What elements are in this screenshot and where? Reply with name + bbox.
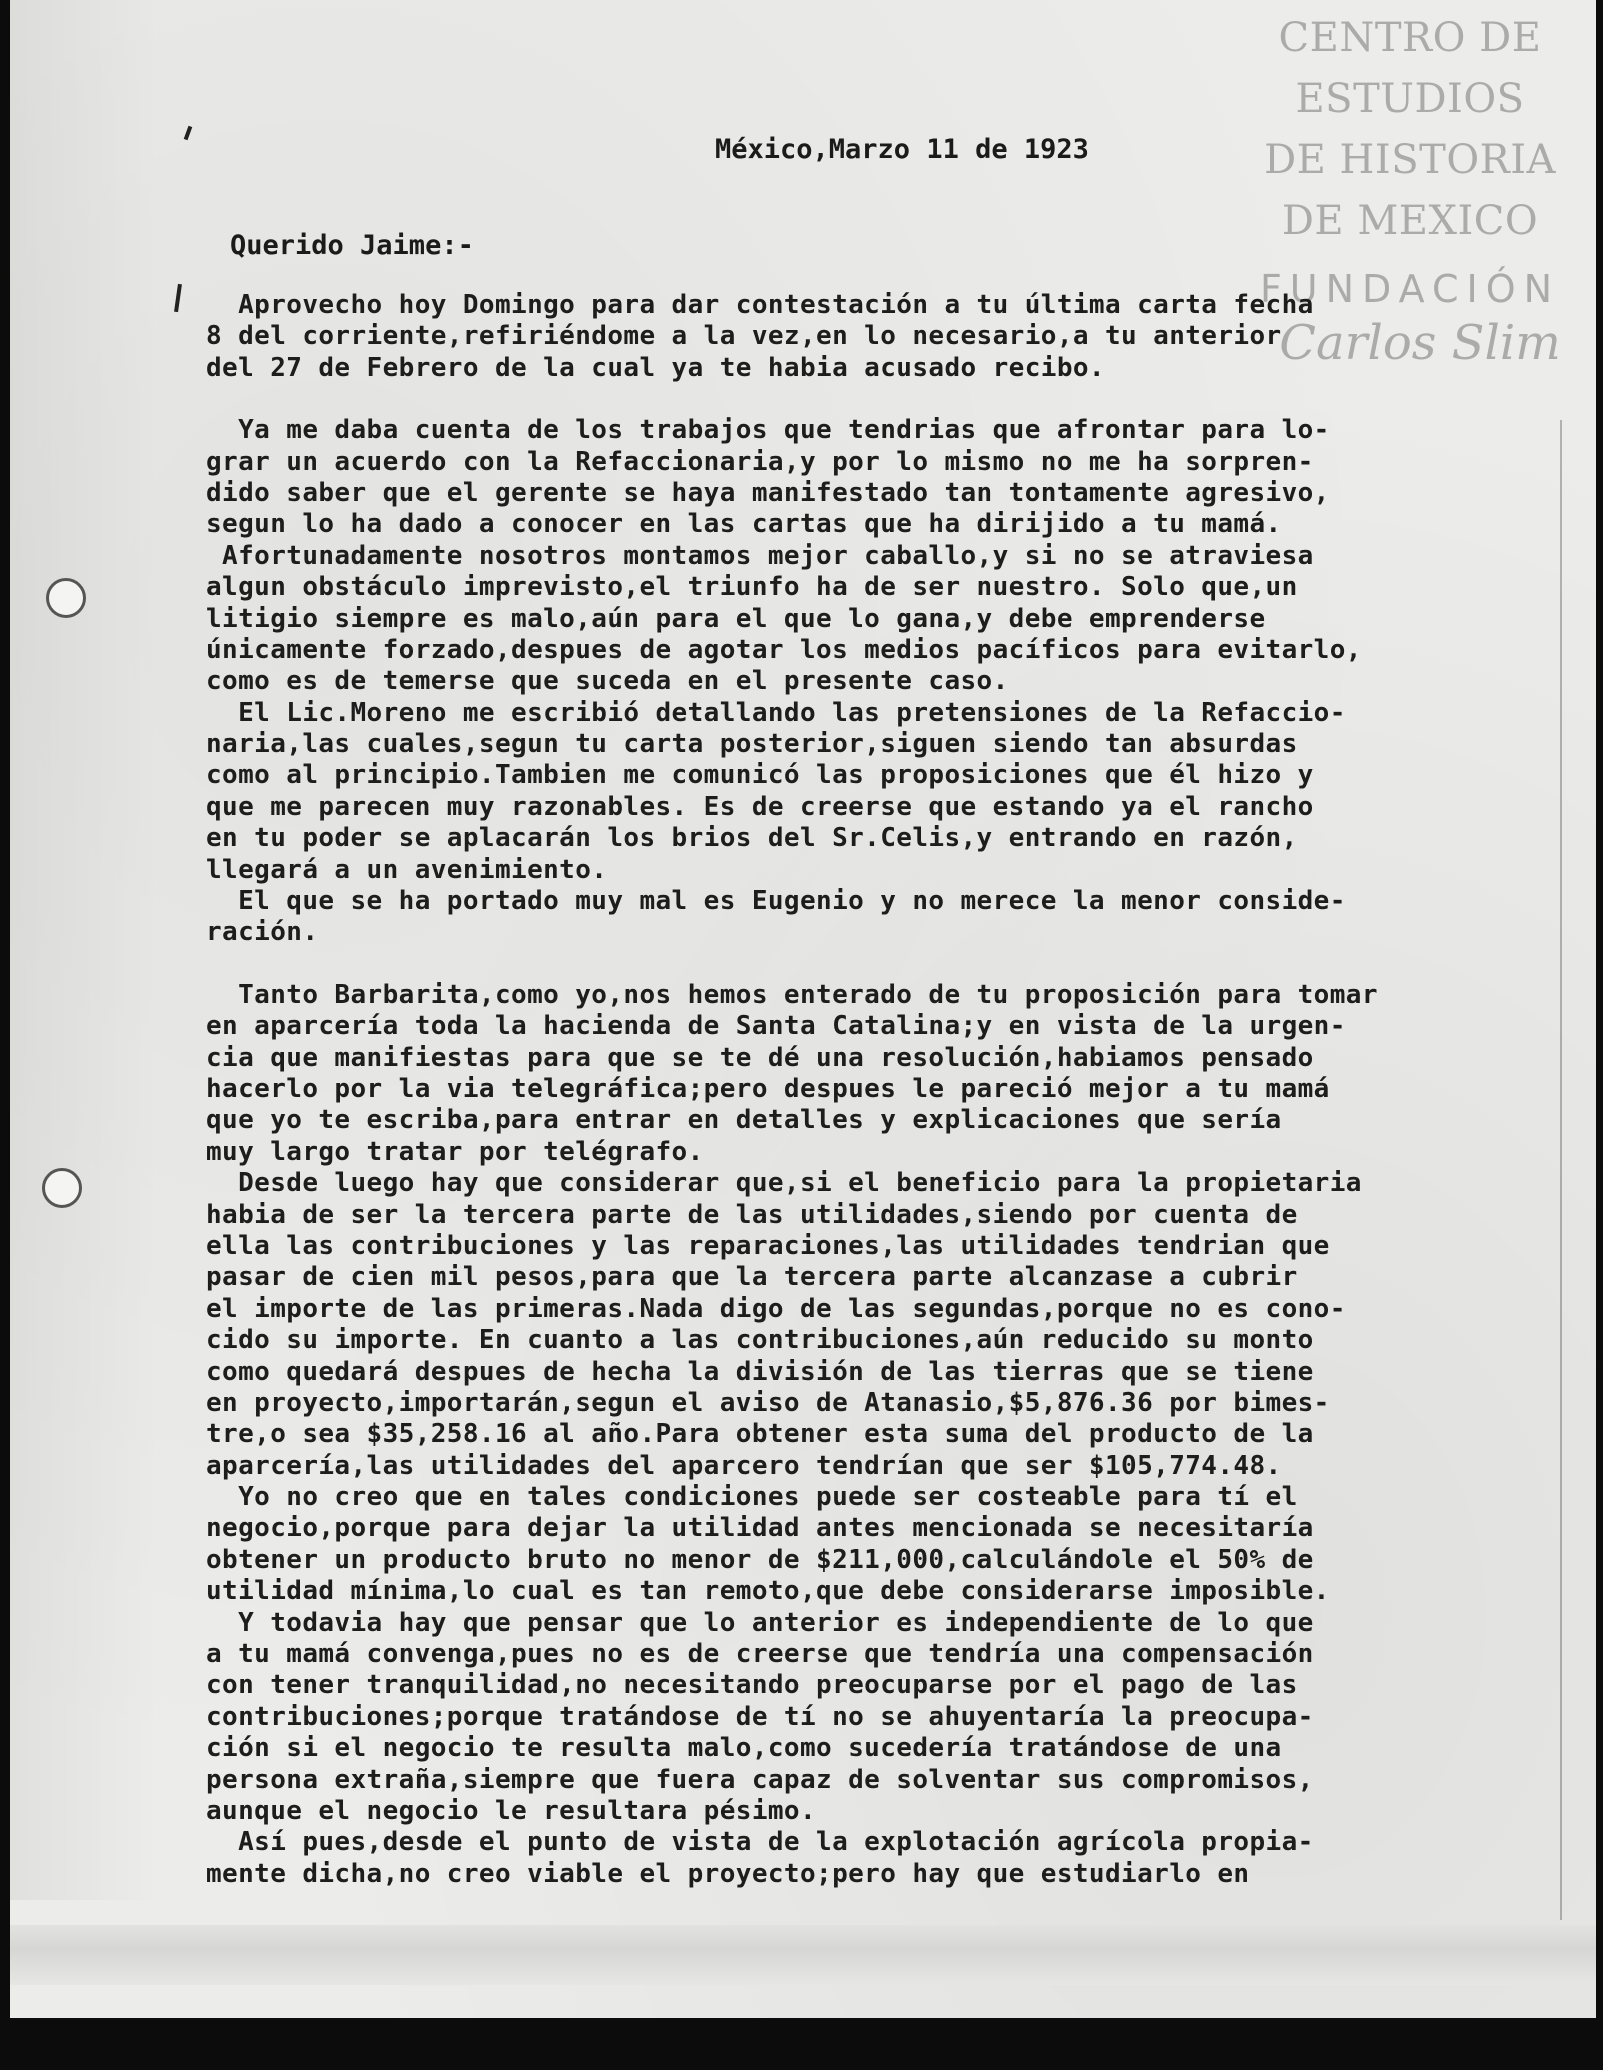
letter-line: algun obstáculo imprevisto,el triunfo ha de ser nuestro. Solo que,un (206, 572, 1298, 603)
letter-line: Y todavia hay que pensar que lo anterior es independiente de lo que (206, 1607, 1314, 1638)
letter-line: que me parecen muy razonables. Es de creerse que estando ya el rancho (206, 791, 1314, 822)
letter-dateline: México,Marzo 11 de 1923 (715, 134, 1089, 165)
ink-mark (174, 284, 182, 312)
letter-line: naria,las cuales,segun tu carta posterior,siguen siendo tan absurdas (206, 729, 1298, 760)
letter-line: tre,o sea $35,258.16 al año.Para obtener esta suma del producto de la (206, 1419, 1314, 1450)
letter-line: Yo no creo que en tales condiciones puede ser costeable para tí el (206, 1482, 1298, 1513)
letter-line: aparcería,las utilidades del aparcero tendrían que ser $105,774.48. (206, 1450, 1282, 1481)
scan-bottom-band (10, 1925, 1596, 1985)
scan-shadow (10, 0, 160, 1900)
letter-line: Aprovecho hoy Domingo para dar contestación a tu última carta fecha (206, 290, 1314, 320)
letter-line: únicamente forzado,despues de agotar los medios pacíficos para evitarlo, (206, 634, 1362, 665)
letter-line: aunque el negocio le resultara pésimo. (206, 1795, 817, 1826)
watermark-fundacion: FUNDACIÓN (1259, 267, 1561, 311)
letter-line: Desde luego hay que considerar que,si el beneficio para la propietaria (206, 1168, 1362, 1199)
watermark-line-1: CENTRO DE (1278, 15, 1542, 61)
letter-line: 8 del corriente,refiriéndome a la vez,en lo necesario,a tu anterior (206, 321, 1282, 352)
letter-line: a tu mamá convenga,pues no es de creerse que tendría una compensación (206, 1639, 1314, 1670)
letter-line: como quedará despues de hecha la división de las tierras que se tiene (206, 1356, 1314, 1387)
letter-line: pasar de cien mil pesos,para que la tercera parte alcanzase a cubrir (206, 1262, 1298, 1293)
letter-line: grar un acuerdo con la Refaccionaria,y por lo mismo no me ha sorpren- (206, 446, 1314, 477)
letter-line: litigio siempre es malo,aún para el que lo gana,y debe emprenderse (206, 603, 1266, 634)
letter-line: utilidad mínima,lo cual es tan remoto,que debe considerarse imposible. (206, 1576, 1330, 1607)
letter-line: contribuciones;porque tratándose de tí no se ahuyentaría la preocupa- (206, 1701, 1314, 1732)
punch-hole (46, 578, 86, 618)
letter-line: en proyecto,importarán,segun el aviso de Atanasio,$5,876.36 por bimes- (206, 1387, 1330, 1418)
letter-line: cido su importe. En cuanto a las contribuciones,aún reducido su monto (206, 1325, 1314, 1356)
letter-paragraph (206, 290, 1566, 384)
letter-line: del 27 de Febrero de la cual ya te habia acusado recibo. (206, 352, 1105, 383)
letter-line: como al principio.Tambien me comunicó las proposiciones que él hizo y (206, 760, 1314, 791)
letter-line: cia que manifiestas para que se te dé una resolución,habiamos pensado (206, 1042, 1314, 1073)
paragraph-gap (206, 949, 1566, 980)
letter-line: Ya me daba cuenta de los trabajos que tendrias que afrontar para lo- (206, 415, 1330, 446)
letter-page (10, 0, 1596, 2018)
letter-line: ración. (206, 917, 319, 948)
watermark-line-3: DE HISTORIA (1264, 137, 1556, 183)
letter-paragraph (206, 980, 1566, 1890)
letter-line: Afortunadamente nosotros montamos mejor caballo,y si no se atraviesa (206, 540, 1314, 571)
letter-line: obtener un producto bruto no menor de $211,000,calculándole el 50% de (206, 1544, 1314, 1575)
letter-line: que yo te escriba,para entrar en detalles y explicaciones que sería (206, 1105, 1282, 1136)
letter-line: habia de ser la tercera parte de las utilidades,siendo por cuenta de (206, 1199, 1298, 1230)
letter-line: el importe de las primeras.Nada digo de las segundas,porque no es cono- (206, 1293, 1346, 1324)
letter-line: persona extraña,siempre que fuera capaz de solventar sus compromisos, (206, 1764, 1314, 1795)
letter-line: en aparcería toda la hacienda de Santa Catalina;y en vista de la urgen- (206, 1011, 1346, 1042)
letter-line: Así pues,desde el punto de vista de la explotación agrícola propia- (206, 1827, 1314, 1858)
letter-paragraph (206, 415, 1566, 949)
letter-body (206, 290, 1566, 1890)
letter-line: muy largo tratar por telégrafo. (206, 1136, 704, 1167)
watermark-line-4: DE MEXICO (1281, 198, 1539, 244)
letter-salutation: Querido Jaime:- (230, 230, 474, 261)
letter-line: con tener tranquilidad,no necesitando preocuparse por el pago de las (206, 1670, 1298, 1701)
watermark-signature: Carlos Slim (1279, 315, 1561, 371)
letter-line: Tanto Barbarita,como yo,nos hemos enterado de tu proposición para tomar (206, 979, 1378, 1010)
letter-line: ella las contribuciones y las reparaciones,las utilidades tendrian que (206, 1230, 1330, 1261)
letter-line: El que se ha portado muy mal es Eugenio y no merece la menor conside- (206, 886, 1346, 917)
letter-line: como es de temerse que suceda en el presente caso. (206, 666, 1009, 697)
letter-line: dido saber que el gerente se haya manifestado tan tontamente agresivo, (206, 477, 1330, 508)
letter-line: mente dicha,no creo viable el proyecto;pero hay que estudiarlo en (206, 1858, 1250, 1889)
letter-line: en tu poder se aplacarán los brios del Sr.Celis,y entrando en razón, (206, 823, 1298, 854)
letter-line: hacerlo por la via telegráfica;pero despues le pareció mejor a tu mamá (206, 1073, 1330, 1104)
paragraph-gap (206, 384, 1566, 415)
letter-line: ción si el negocio te resulta malo,como sucedería tratándose de una (206, 1733, 1282, 1764)
letter-line: segun lo ha dado a conocer en las cartas que ha dirijido a tu mamá. (206, 509, 1282, 540)
letter-line: El Lic.Moreno me escribió detallando las pretensiones de la Refaccio- (206, 697, 1346, 728)
punch-hole (42, 1168, 82, 1208)
watermark-line-2: ESTUDIOS (1295, 76, 1525, 122)
letter-line: llegará a un avenimiento. (206, 854, 608, 885)
letter-line: negocio,porque para dejar la utilidad antes mencionada se necesitaría (206, 1513, 1314, 1544)
ink-mark (184, 126, 193, 141)
